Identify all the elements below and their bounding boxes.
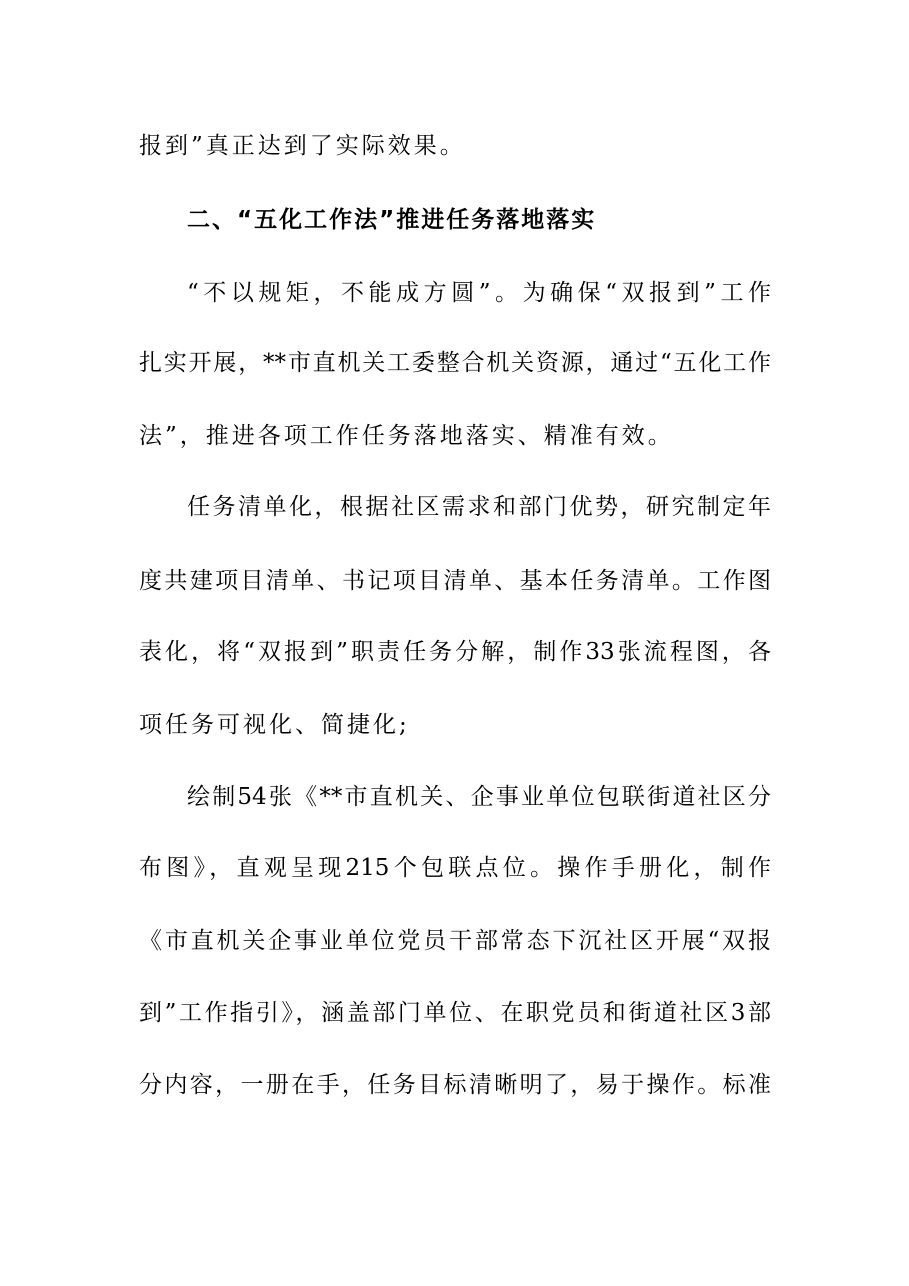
text-line: 表化，将“双报到”职责任务分解，制作33张流程图，各: [139, 639, 771, 665]
text-line: 法”，推进各项工作任务落地落实、精准有效。: [139, 423, 674, 449]
text-line: 度共建项目清单、书记项目清单、基本任务清单。工作图: [139, 568, 771, 594]
text-line: 任务清单化，根据社区需求和部门优势，研究制定年: [187, 494, 771, 520]
text-line: 项任务可视化、简捷化;: [139, 712, 410, 738]
text-line: 绘制54张《**市直机关、企事业单位包联街道社区分: [187, 784, 771, 810]
text-line: 到”工作指引》，涵盖部门单位、在职党员和街道社区3部: [139, 1000, 771, 1026]
section-heading: 二、“五化工作法”推进任务落地落实: [187, 207, 597, 233]
text-line: 《市直机关企事业单位党员干部常态下沉社区开展“双报: [139, 928, 771, 954]
text-line: 扎实开展，**市直机关工委整合机关资源，通过“五化工作: [139, 350, 771, 376]
text-line: 报到”真正达到了实际效果。: [139, 133, 466, 159]
text-line: “不以规矩，不能成方圆”。为确保“双报到”工作: [187, 280, 771, 306]
text-line: 分内容，一册在手，任务目标清晰明了，易于操作。标准: [139, 1072, 771, 1098]
text-line: 布图》，直观呈现215个包联点位。操作手册化，制作: [139, 855, 771, 881]
